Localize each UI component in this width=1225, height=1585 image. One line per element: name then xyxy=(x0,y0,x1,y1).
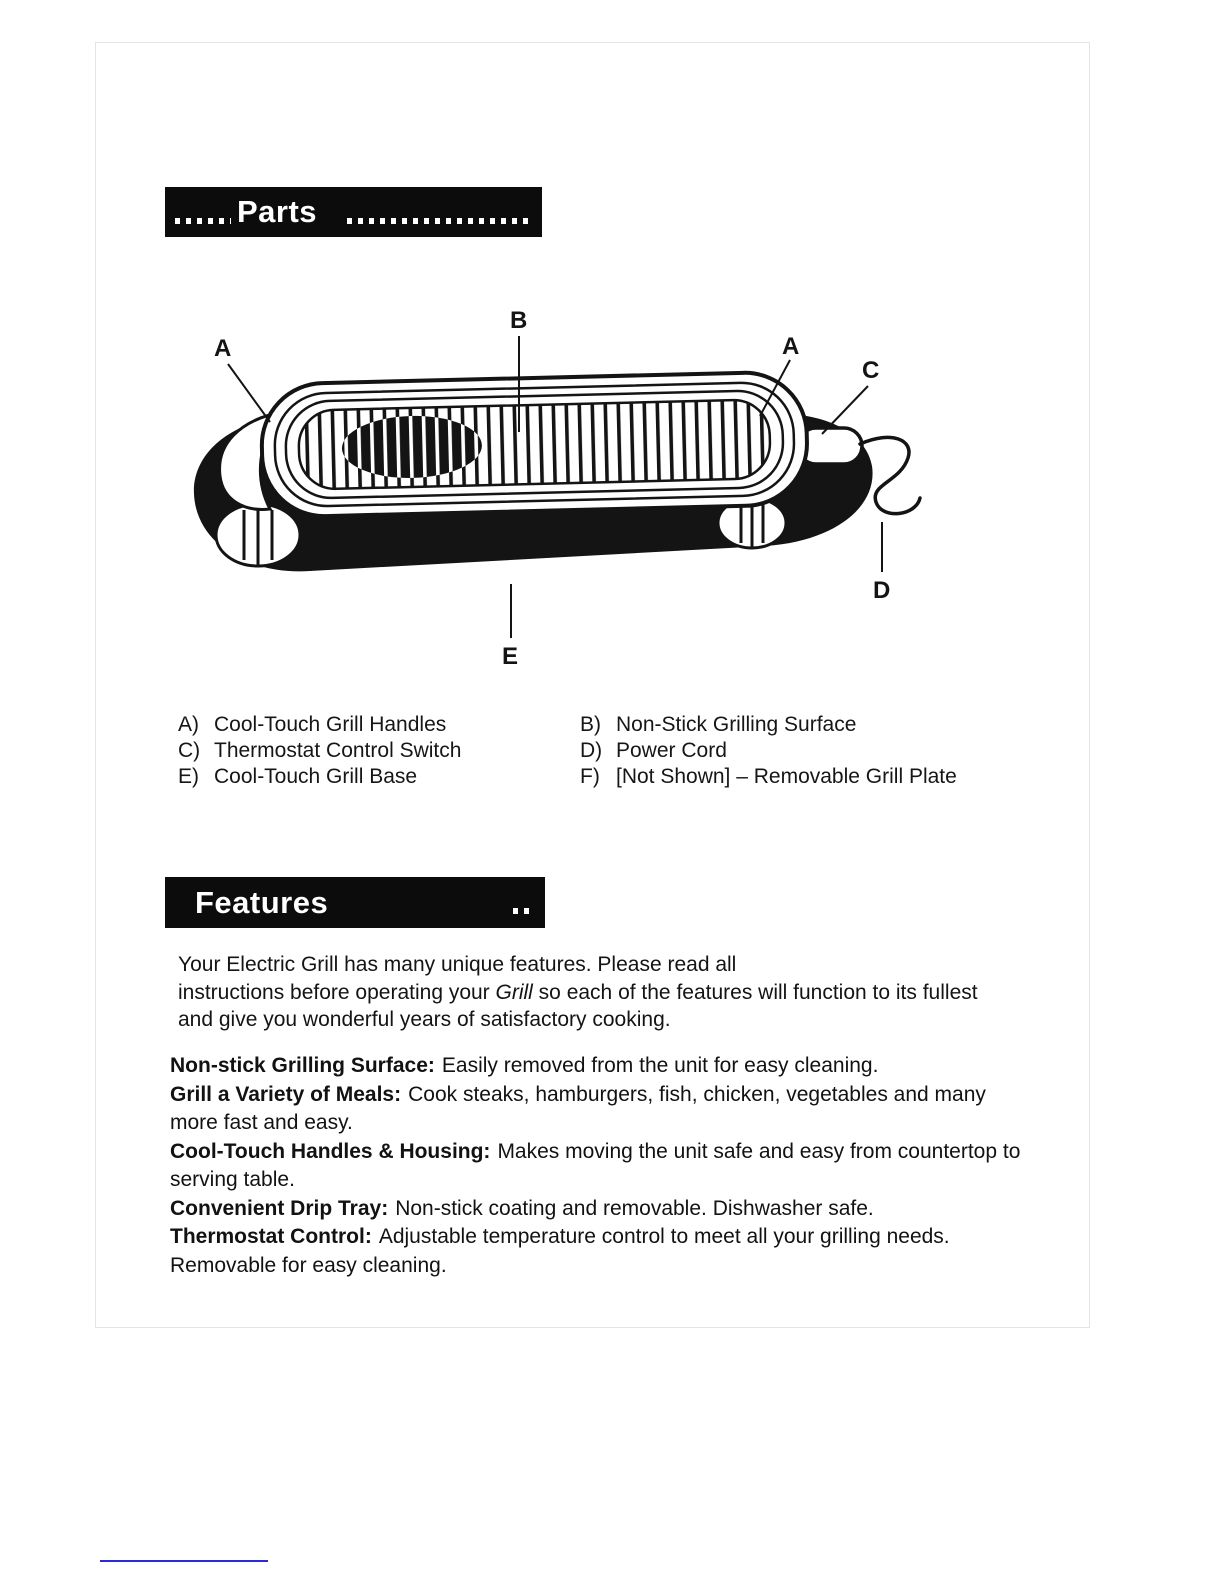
part-key: D) xyxy=(580,739,603,762)
feature-title: Non-stick Grilling Surface: xyxy=(170,1054,435,1077)
part-label: Thermostat Control Switch xyxy=(214,739,462,762)
decorative-dots xyxy=(175,218,231,224)
feature-item xyxy=(170,1223,1022,1280)
intro-line xyxy=(178,979,978,1007)
intro-text-italic: Grill xyxy=(495,980,533,1004)
parts-header xyxy=(165,187,542,237)
feature-item xyxy=(170,1052,1022,1081)
parts-item-c xyxy=(178,738,580,764)
part-label: [Not Shown] – Removable Grill Plate xyxy=(616,765,957,788)
diagram-label-a-right: A xyxy=(782,333,800,360)
feature-title: Cool-Touch Handles & Housing: xyxy=(170,1139,491,1163)
parts-row xyxy=(178,712,957,738)
feature-item xyxy=(170,1138,1022,1195)
parts-row xyxy=(178,764,957,790)
part-key: F) xyxy=(580,765,600,788)
footer-link[interactable] xyxy=(100,1560,268,1562)
diagram-label-b: B xyxy=(510,307,528,334)
parts-list xyxy=(178,712,957,790)
part-label: Non-Stick Grilling Surface xyxy=(616,713,857,736)
feature-text: Adjustable temperature control to meet all your grilling needs. Removable for easy cleaning. xyxy=(170,1225,950,1277)
grill-foot-left xyxy=(216,504,300,566)
part-key: E) xyxy=(178,765,199,788)
intro-line: and give you wonderful years of satisfactory cooking. xyxy=(178,1008,671,1031)
feature-text: Makes moving the unit safe and easy from countertop to serving table. xyxy=(170,1139,1021,1191)
features-header xyxy=(165,877,545,928)
feature-item xyxy=(170,1195,1022,1224)
diagram-label-e: E xyxy=(502,643,519,670)
part-key: B) xyxy=(580,713,601,736)
feature-text: Easily removed from the unit for easy cleaning. xyxy=(441,1054,879,1077)
parts-item-a xyxy=(178,712,580,738)
feature-title: Grill a Variety of Meals: xyxy=(170,1082,402,1106)
grill-surface xyxy=(260,371,808,517)
part-key: C) xyxy=(178,739,201,762)
parts-item-b xyxy=(580,712,856,738)
feature-title: Thermostat Control: xyxy=(170,1225,372,1248)
diagram-label-a-left: A xyxy=(214,335,232,362)
parts-item-e xyxy=(178,764,580,790)
feature-text: Cook steaks, hamburgers, fish, chicken, vegetables and many more fast and easy. xyxy=(170,1082,986,1134)
parts-header-label: Parts xyxy=(237,194,318,229)
feature-item xyxy=(170,1081,1022,1138)
features-intro xyxy=(178,951,978,1034)
features-list xyxy=(170,1052,1022,1280)
feature-text: Non-stick coating and removable. Dishwasher safe. xyxy=(395,1196,874,1220)
part-label: Cool-Touch Grill Handles xyxy=(214,713,447,736)
parts-row xyxy=(178,738,957,764)
intro-text: instructions before operating your xyxy=(178,980,496,1004)
parts-item-f xyxy=(580,764,957,790)
grill-diagram xyxy=(170,292,930,682)
decorative-dots xyxy=(347,218,533,224)
part-label: Power Cord xyxy=(616,739,727,762)
part-key: A) xyxy=(178,713,199,736)
feature-title: Convenient Drip Tray: xyxy=(170,1196,389,1220)
diagram-label-c: C xyxy=(862,357,880,384)
parts-item-d xyxy=(580,738,727,764)
diagram-label-d: D xyxy=(873,577,891,604)
intro-line: Your Electric Grill has many unique features. Please read all xyxy=(178,953,737,976)
features-header-label: Features xyxy=(195,885,329,920)
intro-text: so each of the features will function to its fullest xyxy=(532,980,978,1004)
part-label: Cool-Touch Grill Base xyxy=(214,765,418,788)
decorative-dots xyxy=(513,908,535,914)
